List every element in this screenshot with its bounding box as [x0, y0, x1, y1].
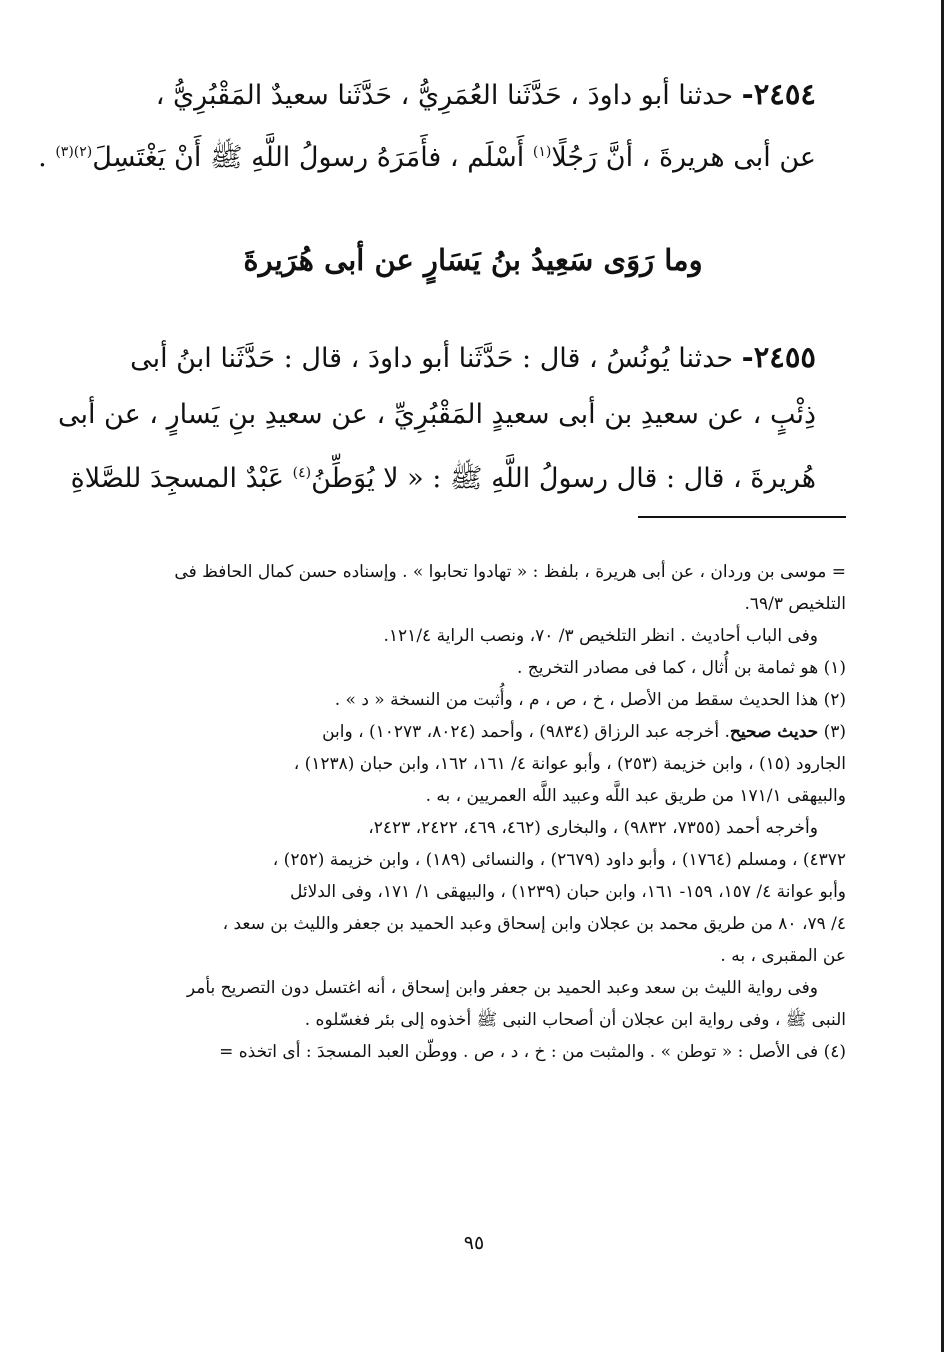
footnote-3-line: ٤٣٧٢) ، ومسلم (١٧٦٤) ، وأبو داود (٢٦٧٩) ، والنسائى (١٨٩) ، وابن خزيمة (٢٥٢) ، — [272, 850, 846, 870]
hadith-2454-line-1 — [130, 65, 816, 123]
footnote-3-line — [130, 716, 846, 748]
hadith-text: هُريرةَ ، قال : قال رسولُ اللَّهِ ﷺ : « لا يُوَطِّنُ — [311, 463, 816, 494]
footnote-2: (٢) هذا الحديث سقط من الأصل ، خ ، ص ، م ، وأُثبت من النسخة « د » . — [334, 690, 846, 710]
hadith-text: عَبْدٌ المسجِدَ للصَّلاةِ — [70, 463, 293, 494]
footnote-continuation: = موسى بن وردان ، عن أبى هريرة ، بلفظ : « تهادوا تحابوا » . وإسناده حسن كمال الحافظ فى — [174, 562, 846, 582]
footnote-4: (٤) فى الأصل : « توطن » . والمثبت من : خ ، د ، ص . ووطّن العبد المسجدَ : أى اتخذه = — [219, 1042, 846, 1062]
footnote-3-line: عن المقبرى ، به . — [720, 946, 846, 966]
hadith-2455-line-2: ذِئْبٍ ، عن سعيدِ بن أبى سعيدٍ المَقْبُرِيِّ ، عن سعيدِ بنِ يَسارٍ ، عن أبى — [57, 399, 816, 430]
footnote-1: (١) هو ثمامة بن أُثال ، كما فى مصادر التخريج . — [516, 658, 846, 678]
footnote-text: . أخرجه عبد الرزاق (٩٨٣٤) ، وأحمد (٨٠٢٤، ١٠٢٧٣) ، وابن — [322, 722, 730, 742]
hadith-text: عن أبى هريرةَ ، أنَّ رَجُلًا — [551, 142, 816, 173]
footnote-3-line: والبيهقى ١٧١/١ من طريق عبد اللَّه وعبيد اللَّه العمريين ، به . — [425, 786, 846, 806]
footnote-separator — [638, 516, 846, 518]
footnote-ref[interactable]: (١) — [532, 144, 552, 160]
hadith-2455-line-3 — [70, 444, 816, 502]
footnote-3-line: وفى رواية الليث بن سعد وعبد الحميد بن جعفر وابن إسحاق ، أنه اغتسل دون التصريح بأمر — [186, 978, 818, 998]
hadith-2454 — [38, 65, 816, 181]
footnote-3-line: الجارود (١٥) ، وابن خزيمة (٢٥٣) ، وأبو عوانة ٤/ ١٦١، ١٦٢، وابن حبان (١٢٣٨) ، — [293, 754, 846, 774]
hadith-2455 — [57, 328, 816, 502]
footnotes — [130, 556, 846, 1068]
grading-label: حديث صحيح — [729, 722, 819, 742]
hadith-2454-line-2 — [38, 123, 816, 181]
page-number: ٩٥ — [463, 1232, 485, 1254]
footnote-3-line: وأبو عوانة ٤/ ١٥٧، ١٥٩- ١٦١، وابن حبان (١٢٣٩) ، والبيهقى ١/ ١٧١، وفى الدلائل — [289, 882, 846, 902]
footnote-number: (٣) — [818, 722, 846, 742]
hadith-text: أَسْلَم ، فأَمَرَهُ رسولُ اللَّهِ ﷺ أَنْ يَغْتَسِلَ — [92, 142, 533, 173]
footnote-continuation: التلخيص ٦٩/٣. — [744, 594, 846, 614]
footnote-continuation: وفى الباب أحاديث . انظر التلخيص ٣/ ٧٠، ونصب الراية ١٢١/٤. — [383, 626, 818, 646]
hadith-text: . — [38, 142, 56, 173]
page-edge-line — [941, 0, 944, 1352]
section-heading: وما رَوَى سَعِيدُ بنُ يَسَارٍ عن أبى هُرَيرةَ — [243, 243, 703, 277]
footnote-3-line: ٤/ ٧٩، ٨٠ من طريق محمد بن عجلان وابن إسحاق وعبد الحميد بن جعفر والليث بن سعد ، — [222, 914, 846, 934]
hadith-2455-line-1 — [130, 328, 816, 386]
hadith-number: ٢٤٥٥- — [741, 340, 816, 374]
hadith-text: حدثنا يُونُسُ ، قال : حَدَّثَنا أبو داودَ ، قال : حَدَّثَنا ابنُ أبى — [130, 343, 742, 374]
hadith-text: حدثنا أبو داودَ ، حَدَّثَنا العُمَرِيُّ ، حَدَّثَنا سعيدٌ المَقْبُرِيُّ ، — [155, 80, 742, 111]
hadith-number: ٢٤٥٤- — [741, 77, 816, 111]
footnote-3-line: النبى ﷺ ، وفى رواية ابن عجلان أن أصحاب النبى ﷺ أخذوه إلى بئر فغسّلوه . — [304, 1010, 846, 1030]
footnote-ref[interactable]: (٤) — [292, 465, 312, 481]
footnote-3-line: وأخرجه أحمد (٧٣٥٥، ٩٨٣٢) ، والبخارى (٤٦٢، ٤٦٩، ٢٤٢٢، ٢٤٢٣، — [368, 818, 818, 838]
footnote-ref[interactable]: (٢)(٣) — [55, 144, 93, 160]
